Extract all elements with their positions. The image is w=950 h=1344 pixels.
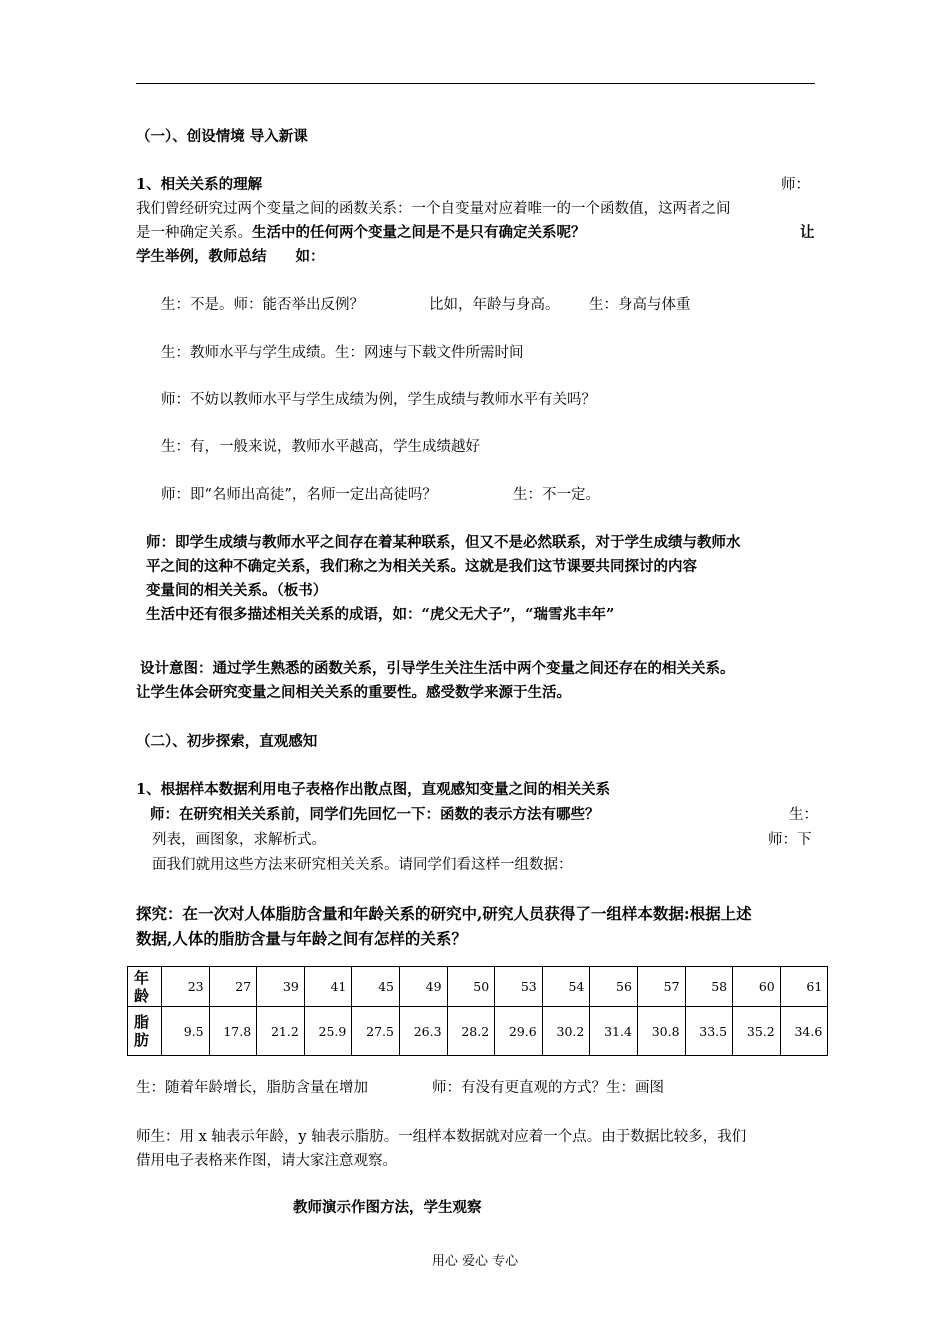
table-row-fat [128,1007,828,1056]
age-cell: 56 [590,967,638,1007]
data-table [127,966,828,1056]
age-cell: 50 [447,967,495,1007]
dialogue-line: 生：不一定。 [513,487,600,503]
paragraph-line: 借用电子表格来作图，请大家注意观察。 [136,1153,397,1169]
section-2-heading: （二）、初步探索，直观感知 [136,733,318,750]
age-cell: 58 [685,967,733,1007]
fat-cell: 30.2 [542,1007,590,1056]
page-footer: 用心 爱心 专心 [431,1254,519,1269]
fat-cell: 35.2 [733,1007,781,1056]
age-cell: 23 [162,967,210,1007]
fat-cell: 30.8 [637,1007,685,1056]
explore-line: 数据,人体的脂肪含量与年龄之间有怎样的关系？ [136,929,467,948]
dialogue-line: 生：教师水平与学生成绩。生：网速与下载文件所需时间 [161,345,524,361]
demo-note: 教师演示作图方法，学生观察 [293,1199,482,1216]
fat-cell: 25.9 [304,1007,352,1056]
age-cell: 41 [304,967,352,1007]
answer-line: 面我们就用这些方法来研究相关关系。请同学们看这样一组数据： [152,857,573,873]
age-cell: 39 [257,967,305,1007]
teacher-label: 师： [781,177,810,193]
summary-line: 生活中还有很多描述相关关系的成语，如：“虎父无犬子”，“瑞雪兆丰年” [146,606,615,623]
fat-cell: 28.2 [447,1007,495,1056]
paragraph-line: 学生举例，教师总结 如： [136,248,325,265]
explore-line: 探究：在一次对人体脂肪含量和年龄关系的研究中,研究人员获得了一组样本数据:根据上述 [136,904,752,923]
paragraph-line: 是一种确定关系。生活中的任何两个变量之间是不是只有确定关系呢？ [136,224,586,241]
summary-line: 平之间的这种不确定关系，我们称之为相关关系。这就是我们这节课要共同探讨的内容 [146,558,697,575]
age-cell: 53 [495,967,543,1007]
table-row-age [128,967,828,1007]
dialogue-line: 比如，年龄与身高。 [429,297,560,313]
age-cell: 49 [399,967,447,1007]
paragraph-line: 师生：用 x 轴表示年龄，y 轴表示脂肪。一组样本数据就对应着一个点。由于数据比较多，我们 [136,1129,747,1145]
fat-cell: 34.6 [780,1007,828,1056]
dialogue-line: 师：即“名师出高徒”，名师一定出高徒吗？ [161,487,437,503]
design-intent-line: 设计意图：通过学生熟悉的函数关系，引导学生关注生活中两个变量之间还存在的相关关系。 [140,660,735,677]
question-line: 师：在研究相关关系前，同学们先回忆一下：函数的表示方法有哪些？ [150,806,600,823]
subsection-1-title: 1、相关关系的理解 [136,176,263,193]
fat-cell: 33.5 [685,1007,733,1056]
age-cell: 61 [780,967,828,1007]
age-cell: 57 [637,967,685,1007]
fat-cell: 21.2 [257,1007,305,1056]
row-header-fat: 脂 肪 [128,1007,162,1056]
answer-line-end: 师：下 [768,832,812,848]
fat-cell: 9.5 [162,1007,210,1056]
age-cell: 60 [733,967,781,1007]
dialogue-line: 生：身高与体重 [589,297,691,313]
paragraph-line-end: 让 [800,224,815,241]
age-cell: 27 [209,967,257,1007]
fat-cell: 26.3 [399,1007,447,1056]
answer-line: 师：有没有更直观的方式？生：画图 [432,1080,664,1096]
row-header-age: 年 龄 [128,967,162,1007]
answer-line: 生：随着年龄增长，脂肪含量在增加 [136,1080,368,1096]
fat-cell: 31.4 [590,1007,638,1056]
dialogue-line: 师：不妨以教师水平与学生成绩为例，学生成绩与教师水平有关吗？ [161,392,596,408]
dialogue-line: 生：不是。师：能否举出反例？ [161,297,364,313]
question-line-end: 生： [789,807,818,823]
fat-cell: 27.5 [352,1007,400,1056]
age-cell: 45 [352,967,400,1007]
summary-line: 师：即学生成绩与教师水平之间存在着某种联系，但又不是必然联系，对于学生成绩与教师水 [146,534,741,551]
fat-cell: 29.6 [495,1007,543,1056]
header-rule [136,83,815,84]
answer-line: 列表，画图象，求解析式。 [152,832,326,848]
design-intent-line: 让学生体会研究变量之间相关关系的重要性。感受数学来源于生活。 [136,684,571,701]
age-cell: 54 [542,967,590,1007]
summary-line: 变量间的相关关系。（板书） [146,582,328,599]
subsection-2-title: 1、根据样本数据利用电子表格作出散点图，直观感知变量之间的相关关系 [136,781,611,798]
section-1-heading: （一）、创设情境 导入新课 [136,128,308,145]
fat-cell: 17.8 [209,1007,257,1056]
dialogue-line: 生：有，一般来说，教师水平越高，学生成绩越好 [161,439,480,455]
paragraph-line: 我们曾经研究过两个变量之间的函数关系：一个自变量对应着唯一的一个函数值，这两者之间 [136,201,731,217]
